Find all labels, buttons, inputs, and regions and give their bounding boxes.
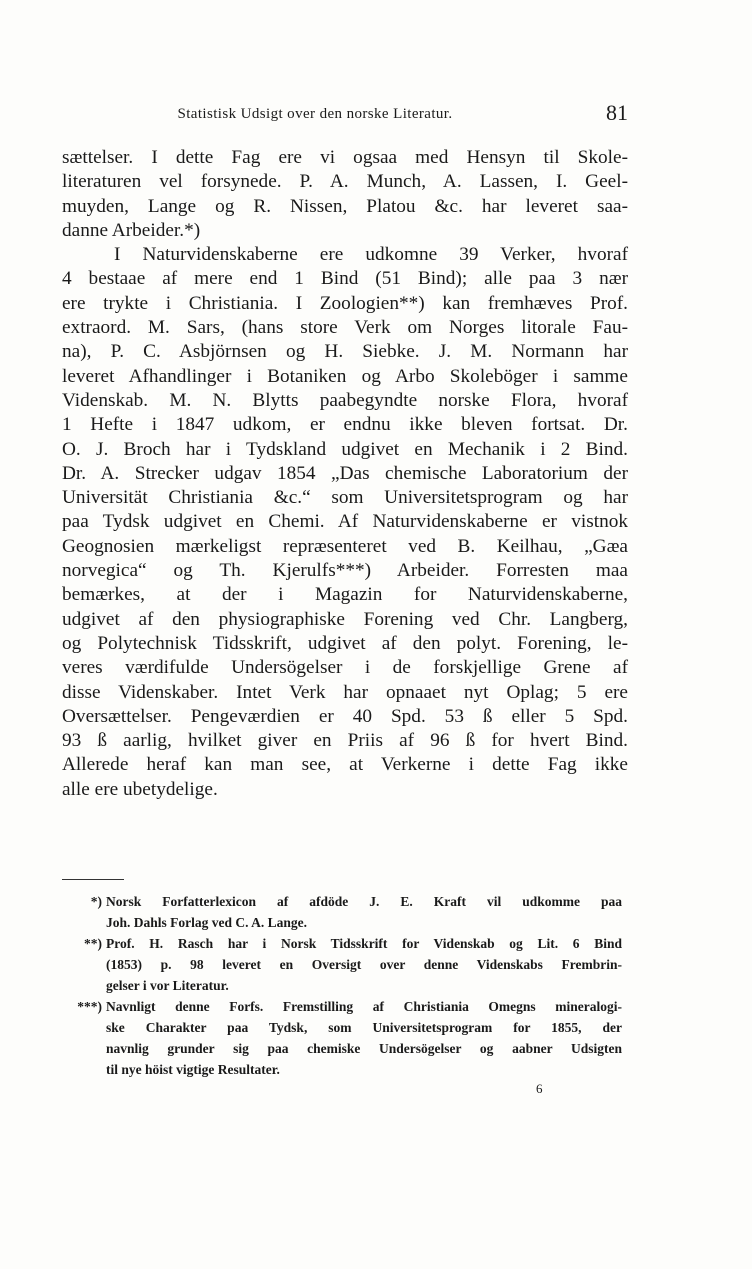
text-line: 4 bestaae af mere end 1 Bind (51 Bind); alle paa 3 nær — [62, 268, 628, 290]
text-line: Oversættelser. Pengeværdien er 40 Spd. 53 ß eller 5 Spd. — [62, 705, 628, 727]
footnote-line: Prof. H. Rasch har i Norsk Tidsskrift for Videnskab og Lit. 6 Bind — [106, 936, 622, 951]
text-line: Dr. A. Strecker udgav 1854 „Das chemische Laboratorium der — [62, 462, 628, 484]
text-line: Geognosien mærkeligst repræsenteret ved B. Keilhau, „Gæa — [62, 535, 628, 557]
footnote-mark: *) — [90, 894, 102, 909]
footnote-line: gelser i vor Literatur. — [106, 978, 229, 993]
text-line: disse Videnskaber. Intet Verk har opnaaet nyt Oplag; 5 ere — [62, 681, 628, 703]
footnote-line: (1853) p. 98 leveret en Oversigt over denne Videnskabs Frembrin- — [106, 957, 622, 972]
footnote-line: Norsk Forfatterlexicon af afdöde J. E. Kraft vil udkomme paa — [106, 894, 622, 909]
text-line: Videnskab. M. N. Blytts paabegyndte norske Flora, hvoraf — [62, 389, 628, 411]
footnote-line: til nye höist vigtige Resultater. — [106, 1062, 280, 1077]
text-line: udgivet af den physiographiske Forening ved Chr. Langberg, — [62, 608, 628, 630]
text-line: bemærkes, at der i Magazin for Naturvidenskaberne, — [62, 584, 628, 606]
text-line: extraord. M. Sars, (hans store Verk om Norges litorale Fau- — [62, 317, 628, 339]
page-number: 81 — [606, 100, 628, 125]
text-line: 1 Hefte i 1847 udkom, er endnu ikke bleven fortsat. Dr. — [62, 414, 628, 436]
text-line: veres værdifulde Undersögelser i de forskjellige Grene af — [62, 657, 628, 679]
body-text — [62, 146, 628, 802]
footnote — [62, 891, 622, 933]
text-line: Allerede heraf kan man see, at Verkerne i dette Fag ikke — [62, 754, 628, 776]
footnote-line: navnlig grunder sig paa chemiske Undersögelser og aabner Udsigten — [106, 1041, 622, 1056]
signature-mark: 6 — [536, 1081, 543, 1096]
text-line: paa Tydsk udgivet en Chemi. Af Naturvidenskaberne er vistnok — [62, 511, 628, 533]
text-line: og Polytechnisk Tidsskrift, udgivet af den polyt. Forening, le- — [62, 632, 628, 654]
page-header — [62, 100, 628, 130]
text-line: I Naturvidenskaberne ere udkomne 39 Verker, hvoraf — [114, 244, 628, 266]
text-line: muyden, Lange og R. Nissen, Platou &c. har leveret saa- — [62, 195, 628, 217]
footnote-mark: ***) — [77, 999, 102, 1014]
text-line: danne Arbeider.*) — [62, 219, 201, 241]
footnote-line: Joh. Dahls Forlag ved C. A. Lange. — [106, 915, 308, 930]
footnotes — [62, 891, 622, 1080]
text-line: Universität Christiania &c.“ som Universitetsprogram og har — [62, 487, 628, 509]
footnote — [62, 996, 622, 1080]
text-line: ere trykte i Christiania. I Zoologien**) kan fremhæves Prof. — [62, 292, 628, 314]
text-line: leveret Afhandlinger i Botaniken og Arbo Skoleböger i samme — [62, 365, 628, 387]
footnote-divider — [62, 879, 124, 880]
footnote-line: ske Charakter paa Tydsk, som Universitetsprogram for 1855, der — [106, 1020, 622, 1035]
running-head: Statistisk Udsigt over den norske Literatur. — [177, 106, 453, 122]
text-line: literaturen vel forsynede. P. A. Munch, A. Lassen, I. Geel- — [62, 171, 628, 193]
text-line: sættelser. I dette Fag ere vi ogsaa med Hensyn til Skole- — [62, 147, 628, 168]
text-line: O. J. Broch har i Tydskland udgivet en Mechanik i 2 Bind. — [62, 438, 628, 460]
text-line: alle ere ubetydelige. — [62, 778, 218, 800]
text-line: norvegica“ og Th. Kjerulfs***) Arbeider. Forresten maa — [62, 560, 628, 582]
text-line: na), P. C. Asbjörnsen og H. Siebke. J. M. Normann har — [62, 341, 628, 363]
footnote — [62, 933, 622, 996]
footnote-line: Navnligt denne Forfs. Fremstilling af Christiania Omegns mineralogi- — [106, 999, 622, 1014]
footnote-mark: **) — [84, 936, 102, 951]
text-line: 93 ß aarlig, hvilket giver en Priis af 96 ß for hvert Bind. — [62, 730, 628, 752]
